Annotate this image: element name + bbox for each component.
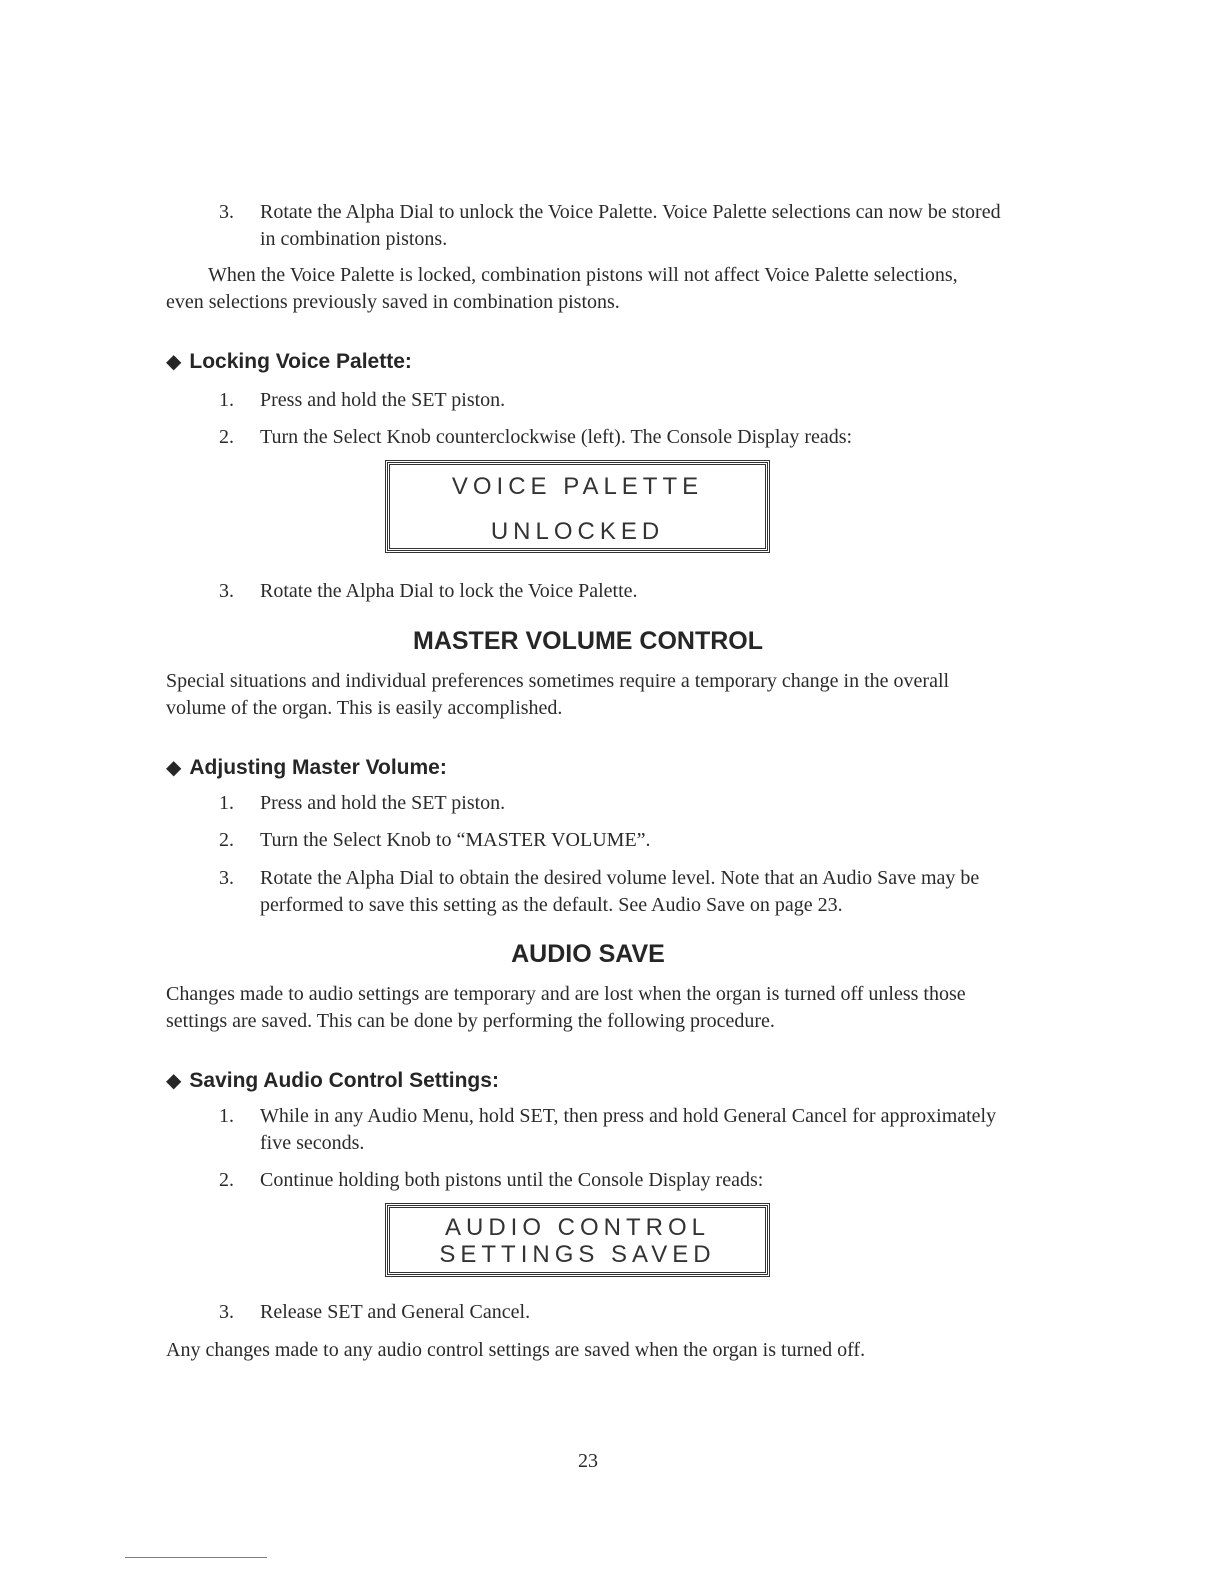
saving-heading-label: Saving Audio Control Settings: — [189, 1069, 499, 1092]
step-number: 1. — [219, 1105, 234, 1127]
step-text: Press and hold the SET piston. — [260, 792, 506, 814]
step-text: Rotate the Alpha Dial to unlock the Voice Palette. Voice Palette selections can now be stored in combination pistons. — [260, 201, 1001, 250]
display-line-2: UNLOCKED — [490, 518, 665, 545]
step-number: 3. — [219, 867, 234, 889]
page-number: 23 — [578, 1450, 598, 1472]
display-line-2: SETTINGS SAVED — [439, 1241, 716, 1268]
intro-paragraph: When the Voice Palette is locked, combination pistons will not affect Voice Palette selections, even selections previously saved in combination pistons. — [166, 264, 958, 313]
display-line-1: VOICE PALETTE — [451, 473, 704, 500]
step-text: Turn the Select Knob counterclockwise (left). The Console Display reads: — [260, 426, 853, 448]
closing-paragraph: Any changes made to any audio control settings are saved when the organ is turned off. — [166, 1339, 866, 1361]
adjusting-heading-label: Adjusting Master Volume: — [189, 756, 447, 779]
locking-heading-label: Locking Voice Palette: — [189, 350, 412, 373]
step-text: Rotate the Alpha Dial to obtain the desired volume level. Note that an Audio Save may be performed to save this setting as the default. See Audio Save on page 23. — [260, 867, 980, 916]
step-number: 2. — [219, 1169, 234, 1191]
step-text: While in any Audio Menu, hold SET, then press and hold General Cancel for approximately five seconds. — [260, 1105, 997, 1154]
footer-rule — [125, 1557, 267, 1558]
step-text: Turn the Select Knob to “MASTER VOLUME”. — [260, 829, 651, 851]
audio-save-paragraph: Changes made to audio settings are temporary and are lost when the organ is turned off unless those settings are saved. This can be done by performing the following procedure. — [166, 983, 966, 1032]
step-number: 1. — [219, 792, 234, 814]
saving-heading — [166, 1067, 499, 1095]
master-volume-paragraph: Special situations and individual preferences sometimes require a temporary change in the overall volume of the organ. This is easily accomplished. — [166, 670, 950, 719]
step-text: Continue holding both pistons until the Console Display reads: — [260, 1169, 764, 1191]
step-text: Rotate the Alpha Dial to lock the Voice Palette. — [260, 580, 638, 602]
step-number: 3. — [219, 580, 234, 602]
step-number: 1. — [219, 389, 234, 411]
step-text: Press and hold the SET piston. — [260, 389, 506, 411]
section-title-master-volume: MASTER VOLUME CONTROL — [413, 627, 763, 655]
display-line-1: AUDIO CONTROL — [444, 1214, 710, 1241]
step-number: 2. — [219, 426, 234, 448]
section-title-audio-save: AUDIO SAVE — [511, 940, 665, 968]
diamond-bullet-icon: ◆ — [166, 351, 182, 373]
adjusting-heading — [166, 754, 447, 782]
step-number: 3. — [219, 1301, 234, 1323]
step-text: Release SET and General Cancel. — [260, 1301, 531, 1323]
console-display-saved — [387, 1205, 768, 1275]
diamond-bullet-icon: ◆ — [166, 1070, 182, 1092]
step-number: 3. — [219, 201, 234, 223]
step-number: 2. — [219, 829, 234, 851]
console-display-unlocked — [387, 462, 768, 551]
locking-heading — [166, 348, 412, 376]
diamond-bullet-icon: ◆ — [166, 757, 182, 779]
